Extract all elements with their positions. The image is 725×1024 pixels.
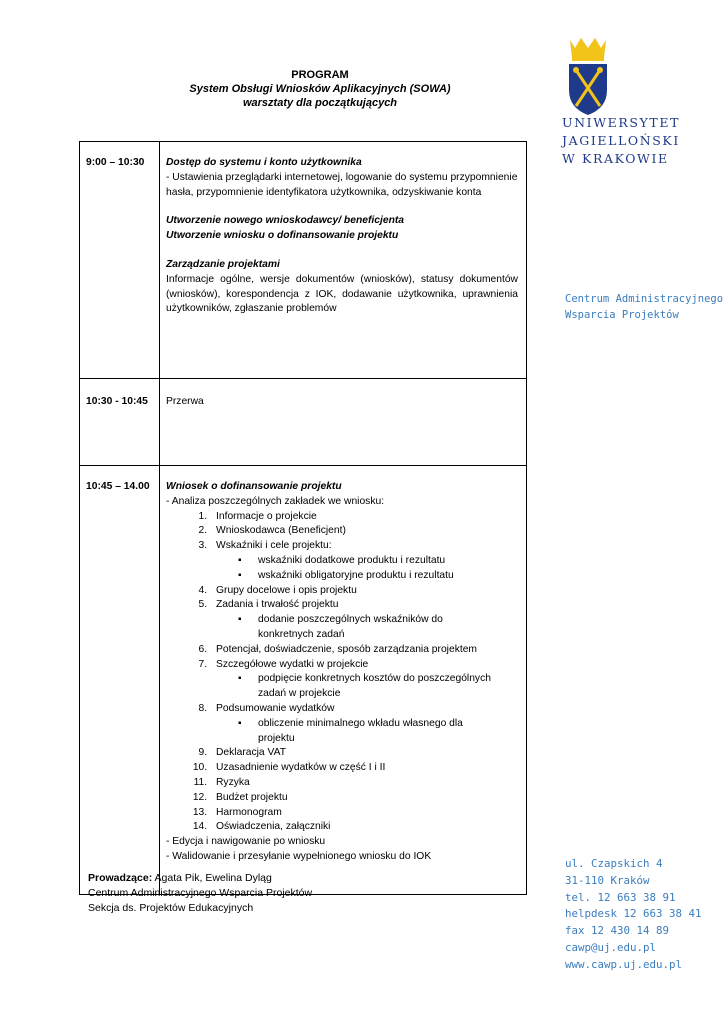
list-item: 10. Uzasadnienie wydatków w część I i II xyxy=(210,761,518,776)
contact-street: ul. Czapskich 4 xyxy=(565,857,663,870)
list-item: 3. Wskaźniki i cele projektu: ▪ wskaźniki dodatkowe produktu i rezultatu ▪ wskaźniki obligatoryjne produktu i rezultatu xyxy=(210,539,518,583)
section-text: - Walidowanie i przesyłanie wypełnionego wniosku do IOK xyxy=(166,850,432,862)
contact-email[interactable]: cawp@uj.edu.pl xyxy=(565,940,657,954)
sub-list xyxy=(216,554,518,584)
sub-list xyxy=(216,672,518,702)
time-cell: 9:00 – 10:30 xyxy=(80,142,160,379)
list-item: 2. Wnioskodawca (Beneficjent) xyxy=(210,524,518,539)
content-cell: Przerwa xyxy=(160,379,527,466)
section-text: - Edycja i nawigowanie po wniosku xyxy=(166,836,326,848)
sub-list-item: ▪ podpięcie konkretnych kosztów do poszczególnych zadań w projekcie xyxy=(244,672,518,702)
list-item: 8. Podsumowanie wydatków ▪ obliczenie minimalnego wkładu własnego dla projektu xyxy=(210,702,518,746)
sub-list xyxy=(216,613,518,643)
topic-list xyxy=(166,510,518,836)
section-heading: Wniosek o dofinansowanie projektu xyxy=(166,481,342,492)
table-row xyxy=(80,379,527,466)
section-heading: Utworzenie wniosku o dofinansowanie projektu xyxy=(166,230,399,242)
section-text: - Analiza poszczególnych zakładek we wniosku: xyxy=(166,495,385,507)
footer-unit: Centrum Administracyjnego Wsparcia Projektów xyxy=(88,887,313,899)
instructors-names: Agata Pik, Ewelina Dyląg xyxy=(152,872,272,884)
sub-list-item: ▪ wskaźniki obligatoryjne produktu i rezultatu xyxy=(244,569,518,584)
list-item: 7. Szczegółowe wydatki w projekcie ▪ podpięcie konkretnych kosztów do poszczególnych zadań w projekcie xyxy=(210,658,518,702)
contact-helpdesk: helpdesk 12 663 38 41 xyxy=(565,907,702,921)
section-text: - Ustawienia przeglądarki internetowej, logowanie do systemu przypomnienie hasła, przypomnienie identyfikatora użytkownika, odzyskiwanie konta xyxy=(166,171,518,198)
contact-fax: fax 12 430 14 89 xyxy=(565,924,670,938)
contact-phone: tel. 12 663 38 91 xyxy=(565,890,676,904)
list-item: 4. Grupy docelowe i opis projektu xyxy=(210,584,518,599)
footer-section: Sekcja ds. Projektów Edukacyjnych xyxy=(88,902,254,914)
unit-name: Centrum Administracyjnego Wsparcia Projektów xyxy=(565,293,724,321)
list-item: 6. Potencjał, doświadczenie, sposób zarządzania projektem xyxy=(210,643,518,658)
contact-city: 31-110 Kraków xyxy=(565,873,650,887)
sub-list-item: ▪ obliczenie minimalnego wkładu własnego dla projektu xyxy=(244,717,468,747)
section-heading: Utworzenie nowego wnioskodawcy/ beneficjenta xyxy=(166,215,405,227)
list-item: 14. Oświadczenia, załączniki xyxy=(210,820,518,835)
section-heading: Zarządzanie projektami xyxy=(166,258,280,270)
time-cell: 10:30 - 10:45 xyxy=(80,379,160,466)
list-item: 12. Budżet projektu xyxy=(210,791,518,806)
document-header xyxy=(80,68,560,110)
time-cell: 10:45 – 14.00 xyxy=(80,466,160,895)
contact-website[interactable]: www.cawp.uj.edu.pl xyxy=(565,957,683,971)
document-title: PROGRAM xyxy=(291,69,349,81)
document-subtitle: System Obsługi Wniosków Aplikacyjnych (SOWA) xyxy=(189,83,451,95)
list-item: 9. Deklaracja VAT xyxy=(210,746,518,761)
instructors-label: Prowadzące: xyxy=(88,872,153,884)
footer-instructors xyxy=(88,871,312,916)
list-item: 5. Zadania i trwałość projektu ▪ dodanie poszczególnych wskaźników do konkretnych zadań xyxy=(210,598,518,642)
contact-block xyxy=(565,856,702,974)
schedule-table xyxy=(79,141,527,895)
table-row xyxy=(80,466,527,895)
content-cell xyxy=(160,466,527,895)
section-text: Informacje ogólne, wersje dokumentów (wniosków), statusy dokumentów (wniosków), korespondencja z IOK, dodawanie użytkownika, uprawnienia użytkowników, zgłaszanie problemów xyxy=(166,273,518,315)
document-subtitle-2: warsztaty dla początkujących xyxy=(242,97,398,109)
sub-list xyxy=(216,717,518,747)
content-cell xyxy=(160,142,527,379)
sub-list-item: ▪ wskaźniki dodatkowe produktu i rezultatu xyxy=(244,554,518,569)
university-name: UNIWERSYTET JAGIELLOŃSKI W KRAKOWIE xyxy=(562,115,681,166)
list-item: 11. Ryzyka xyxy=(210,776,518,791)
table-row xyxy=(80,142,527,379)
crest-icon xyxy=(566,36,610,116)
list-item: 1. Informacje o projekcie xyxy=(210,510,518,525)
list-item: 13. Harmonogram xyxy=(210,806,518,821)
sub-list-item: ▪ dodanie poszczególnych wskaźników do konkretnych zadań xyxy=(244,613,468,643)
section-heading: Dostęp do systemu i konto użytkownika xyxy=(166,157,362,168)
